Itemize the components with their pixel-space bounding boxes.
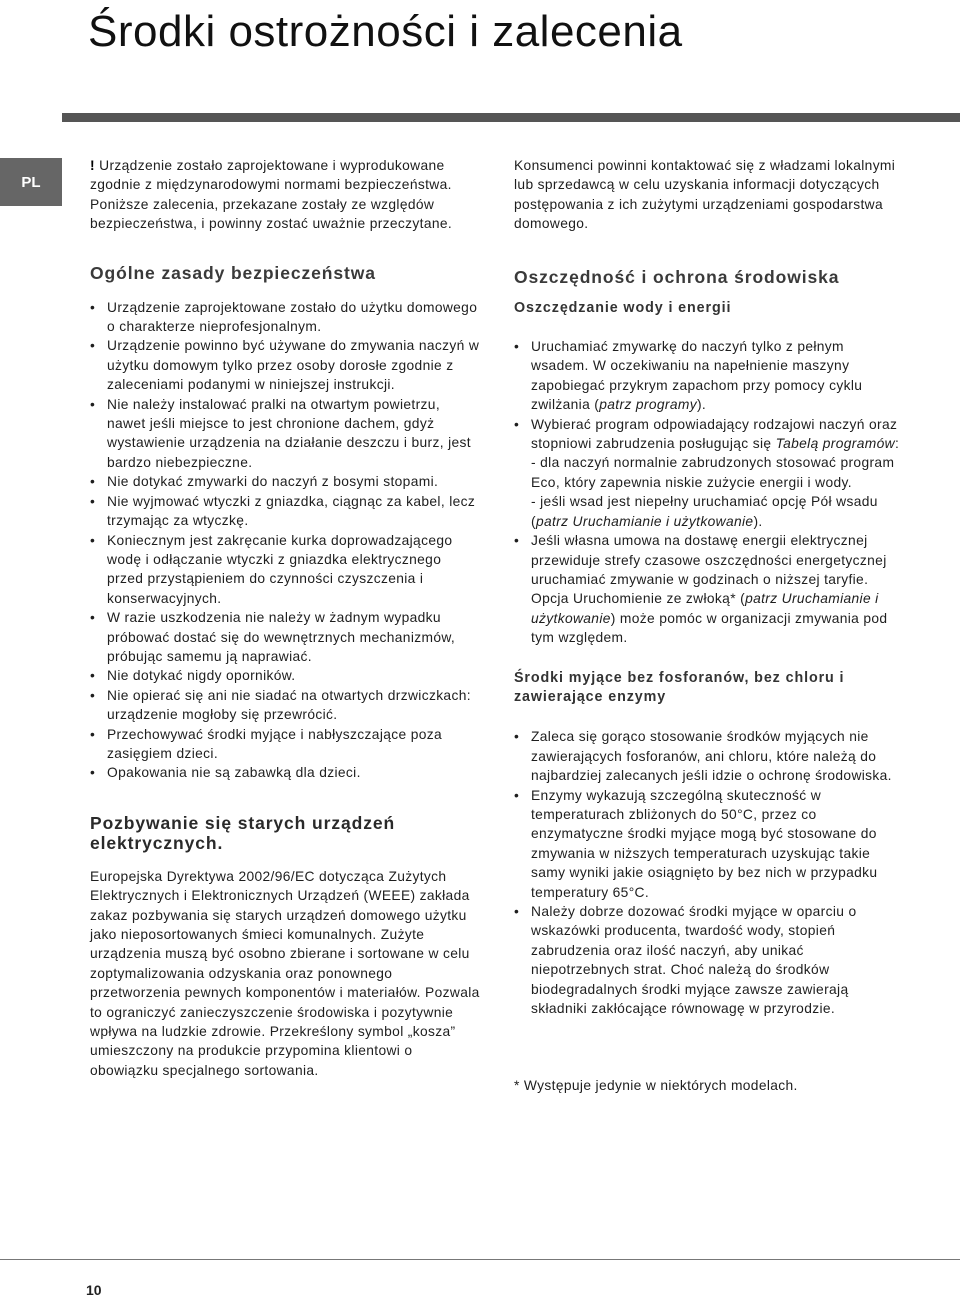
list-item-text: Zaleca się gorąco stosowanie środków myjących nie zawierających fosforanów, ani chloru, które należą do najbardziej zalecanych jeśli idzie o ochronę środowiska.: [531, 729, 892, 784]
bullet: •: [514, 904, 520, 919]
list-item-text: Jeśli własna umowa na dostawę energii elektrycznej przewiduje strefy czasowe oszczędności energetycznej uruchamiać zmywanie w godzinach o niższej taryfie. Opcja Uruchomienie ze zwłoką* (: [531, 533, 887, 607]
warning-mark: !: [90, 158, 95, 173]
intro-text: Urządzenie zostało zaprojektowane i wyprodukowane zgodnie z międzynarodowymi normami bezpieczeństwa. Poniższe zalecenia, przekazane zostały ze względów bezpieczeństwa, i powinny zostać uważnie przeczytane.: [90, 158, 453, 232]
cross-reference: patrz Uruchamianie i użytkowanie: [531, 591, 879, 626]
list-item: [514, 531, 900, 647]
list-item: [514, 415, 900, 531]
water-energy-list: [514, 337, 900, 648]
list-item-text: Nie należy instalować pralki na otwartym powietrzu, nawet jeśli miejsce to jest chronione dachem, gdyż wystawienie urządzenia na działanie deszczu i burz, jest bardzo niebezpieczne.: [107, 396, 471, 470]
program-option-eco: - dla naczyń normalnie zabrudzonych stosować program Eco, który zapewnia niskie zużycie energii i wody.: [531, 455, 895, 490]
bullet: •: [514, 729, 520, 745]
cross-reference: Tabelą programów: [775, 436, 895, 452]
language-tab: PL: [0, 158, 62, 206]
bullet: •: [90, 668, 96, 684]
bullet: •: [90, 396, 96, 412]
disposal-paragraph: Europejska Dyrektywa 2002/96/EC dotycząca Zużytych Elektrycznych i Elektronicznych Urządzeń (WEEE) zakłada zakaz pozbywania się starych urządzeń domowego użytku jako nieposortowanych śmieci komunalnych. Zużyte urządzenia muszą być osobno zbierane i sortowane w celu zoptymalizowania odzyskania oraz ponownego przetworzenia pewnych komponentów i materiałów. Pozwala to ograniczyć zanieczyszczenie środowiska i pozytywnie wpływa na ludzkie zdrowie. Przekreślony symbol „kosza” umieszczony na produkcie przypomina klientowi o obowiązku specjalnego sortowania.: [90, 868, 480, 1078]
list-item-text: Nie opierać się ani nie siadać na otwartych drzwiczkach: urządzenie mogłoby się przewrócić.: [107, 687, 471, 723]
list-item: [514, 786, 900, 902]
page-number: 10: [86, 1282, 102, 1298]
list-item: [90, 608, 480, 666]
title-divider: [62, 113, 960, 122]
list-item: [514, 337, 900, 415]
cross-reference: patrz programy: [599, 397, 697, 413]
bullet: •: [90, 765, 96, 781]
list-item: [90, 725, 480, 764]
list-item: [514, 902, 900, 1018]
left-column: [90, 156, 480, 1080]
disposal-heading: Pozbywanie się starych urządzeń elektrycznych.: [90, 812, 396, 853]
option-text: - jeśli wsad jest niepełny uruchamiać opcję Pół wsadu (: [531, 494, 878, 529]
list-item-text: Urządzenie powinno być używane do zmywania naczyń w użytku domowym tylko przez osoby dorosłe zgodnie z zaleceniami podanymi w niniejszej instrukcji.: [107, 338, 480, 393]
page-title: Środki ostrożności i zalecenia: [88, 7, 683, 56]
detergents-list: [514, 727, 900, 1018]
list-item-text-end: :: [894, 436, 900, 452]
bullet: •: [514, 416, 520, 432]
right-column: [514, 156, 900, 1096]
bullet: •: [90, 493, 96, 509]
bullet: •: [514, 533, 520, 549]
bullet: •: [90, 726, 96, 742]
list-item-text-end: ) może pomóc w organizacji zmywania pod tym względem.: [531, 610, 888, 646]
list-item: [90, 492, 480, 531]
list-item: [90, 666, 480, 685]
bullet: •: [90, 299, 96, 315]
eco-heading: Oszczędność i ochrona środowiska: [514, 266, 840, 287]
list-item-text: Urządzenie zaprojektowane zostało do użytku domowego o charakterze nieprofesjonalnym.: [107, 299, 478, 335]
intro-paragraph: [90, 156, 480, 234]
bullet: •: [514, 787, 520, 803]
list-item-text: Nie dotykać zmywarki do naczyń z bosymi stopami.: [107, 474, 439, 490]
bullet: •: [514, 339, 520, 355]
footnote: * Występuje jedynie w niektórych modelach.: [514, 1078, 798, 1094]
list-item-text: Wybierać program odpowiadający rodzajowi naczyń oraz stopniowi zabrudzenia posługując się: [531, 416, 898, 452]
consumers-paragraph: Konsumenci powinni kontaktować się z władzami lokalnymi lub sprzedawcą w celu uzyskania informacji dotyczących postępowania z ich zużytymi urządzeniami gospodarstwa domowego.: [514, 158, 896, 232]
detergents-heading: Środki myjące bez fosforanów, bez chloru i zawierające enzymy: [514, 669, 845, 705]
list-item: [90, 336, 480, 394]
water-energy-heading: Oszczędzanie wody i energii: [514, 299, 732, 316]
bullet: •: [90, 532, 96, 548]
bullet: •: [90, 610, 96, 626]
list-item-text: Przechowywać środki myjące i nabłyszczające poza zasięgiem dzieci.: [107, 726, 443, 761]
list-item-text: Enzymy wykazują szczególną skuteczność w temperaturach zbliżonych do 50°C, przez co enzymatyczne środki myjące mogą być stosowane do zmywania w niższych temperaturach uzyskując takie samy wyniki jakie osiągnięto by bez nich w przypadku temperatury 65°C.: [531, 787, 878, 900]
list-item: [90, 531, 480, 609]
list-item: [90, 763, 480, 782]
list-item-text: Koniecznym jest zakręcanie kurka doprowadzającego wodę i odłączanie wtyczki z gniazdka elektrycznego przed przystąpieniem do czynności czyszczenia i konserwacyjnych.: [107, 532, 453, 606]
safety-list: [90, 298, 480, 783]
list-item: [90, 395, 480, 473]
bullet: •: [90, 687, 96, 703]
program-option-half-load: [531, 492, 900, 531]
list-item-text: W razie uszkodzenia nie należy w żadnym wypadku próbować dostać się do wewnętrznych mechanizmów, próbując samemu ją naprawiać.: [107, 610, 456, 664]
list-item: [90, 298, 480, 337]
option-text-end: ).: [753, 513, 763, 529]
list-item-text: Opakowania nie są zabawką dla dzieci.: [107, 765, 361, 781]
list-item-text-end: ).: [696, 397, 707, 413]
list-item-text: Nie wyjmować wtyczki z gniazdka, ciągnąc za kabel, lecz trzymając za wtyczkę.: [107, 493, 476, 529]
list-item-text: Nie dotykać nigdy oporników.: [107, 668, 296, 684]
list-item-text: Uruchamiać zmywarkę do naczyń tylko z pełnym wsadem. W oczekiwaniu na napełnienie maszyny zapobiegać przykrym zapachom przy pomocy cyklu zwilżania (: [531, 339, 863, 413]
safety-heading: Ogólne zasady bezpieczeństwa: [90, 262, 376, 283]
bullet: •: [90, 338, 96, 354]
list-item: [514, 727, 900, 785]
list-item: [90, 472, 480, 491]
list-item-text: Należy dobrze dozować środki myjące w oparciu o wskazówki producenta, twardość wody, stopień zabrudzenia oraz ilość naczyń, aby unikać niepotrzebnych strat. Choć należą do środków biodegradalnych środki myjące zawsze zawierają składniki zakłócające równowagę w przyrodzie.: [531, 904, 857, 1017]
footer-divider: [0, 1259, 960, 1260]
list-item: [90, 686, 480, 725]
bullet: •: [90, 474, 96, 490]
cross-reference: patrz Uruchamianie i użytkowanie: [535, 513, 754, 529]
